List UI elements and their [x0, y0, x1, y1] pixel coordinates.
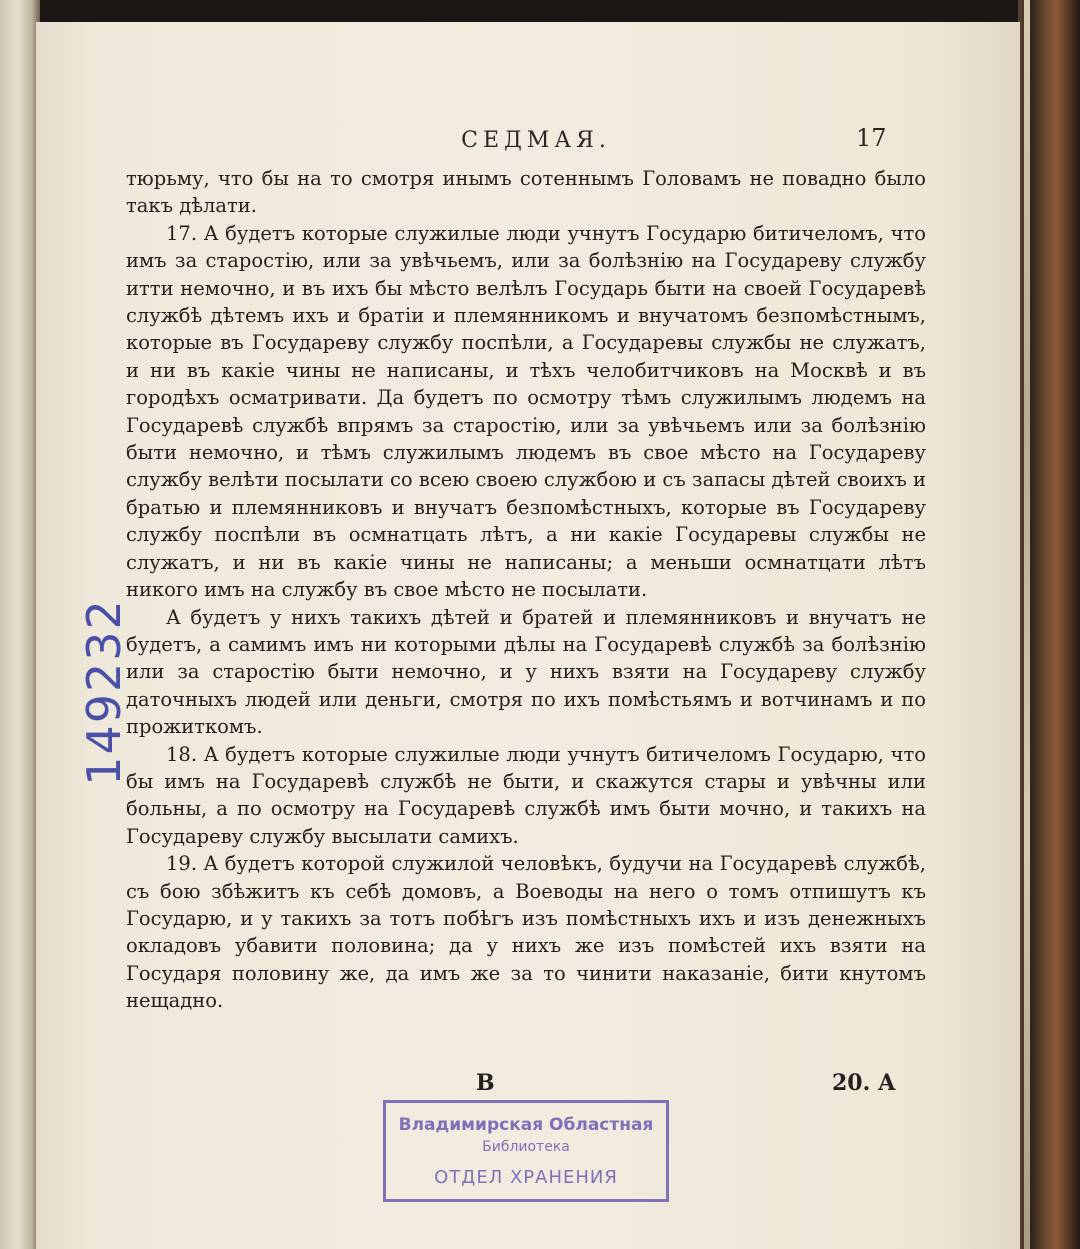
catchword: 20. А	[832, 1070, 896, 1096]
book-binding	[1018, 0, 1080, 1249]
stamp-department: ОТДЕЛ ХРАНЕНИЯ	[434, 1167, 618, 1188]
paragraph: А будетъ у нихъ такихъ дѣтей и братей и племянниковъ и внучатъ не будетъ, а самимъ имъ ни которыми дѣлы на Государевѣ службѣ за болѣзнію или за старостію быти немочно, и у нихъ взяти на Государеву службу даточныхъ людей или деньги, смотря по ихъ помѣстьямъ и вотчинамъ и по прожиткомъ.	[126, 605, 926, 739]
library-stamp	[383, 1100, 669, 1202]
text-body	[126, 165, 926, 1015]
inventory-number-text: 149232	[77, 598, 132, 786]
paragraph: тюрьму, что бы на то смотря инымъ сотеннымъ Головамъ не повадно было такъ дѣлати.	[126, 167, 926, 218]
paragraph-article-17: 17. А будетъ которые служилые люди учнутъ Государю битичеломъ, что имъ за старостію, или за увѣчьемъ, или за болѣзнію на Государеву службу итти немочно, и въ ихъ бы мѣсто велѣлъ Государь быти на своей Государевѣ службѣ дѣтемъ ихъ и братіи и племянникомъ и внучатомъ безпомѣстнымъ, которые въ Государеву службу поспѣли, а Государевы службы не служатъ, и ни въ какіе чины не написаны, и тѣхъ челобитчиковъ на Москвѣ и въ городѣхъ осматривати. Да будетъ по осмотру тѣмъ служилымъ людемъ на Государевѣ службѣ впрямъ за старостію, или за увѣчьемъ или за болѣзнію быти немочно, и тѣмъ служилымъ людемъ въ свое мѣсто на Государеву службу велѣти посылати со всею своею службою и съ запасы дѣтей своихъ и братью и племянниковъ и внучатъ безпомѣстныхъ, которые въ Государеву службу поспѣли въ осмнатцать лѣтъ, а ни какіе Государевы службы не служатъ, и ни въ какіе чины не написаны; а меньши осмнатцати лѣтъ никого имъ на службу въ свое мѣсто не посылати.	[126, 221, 926, 602]
page-footer	[36, 1070, 1020, 1100]
left-page-edge	[0, 0, 40, 1249]
stamp-library-type: Библиотека	[482, 1139, 570, 1155]
stamp-library-name: Владимирская Областная	[398, 1115, 654, 1135]
paragraph-article-19: 19. А будетъ которой служилой человѣкъ, будучи на Государевѣ службѣ, съ бою збѣжитъ къ себѣ домовъ, а Воеводы на него о томъ отпишутъ къ Государю, и у такихъ за тотъ побѣгъ изъ помѣстныхъ ихъ и изъ денежныхъ окладовъ убавити половина; да у нихъ же изъ помѣстей ихъ взяти на Государя половину же, да имъ же за то чинити наказаніе, бити кнутомъ нещадно.	[126, 852, 926, 1013]
signature-mark: В	[476, 1070, 495, 1096]
book-page	[36, 22, 1020, 1249]
page-number: 17	[856, 124, 887, 152]
running-title: СЕДМАЯ.	[461, 128, 611, 153]
paragraph-article-18: 18. А будетъ которые служилые люди учнутъ битичеломъ Государю, что бы имъ на Государевѣ службѣ не быти, и скажутся стары и увѣчны или больны, а по осмотру на Государевѣ службѣ имъ быти мочно, и такихъ на Государеву службу высылати самихъ.	[126, 742, 926, 848]
page-header	[36, 122, 1020, 162]
handwritten-inventory-number	[74, 592, 134, 792]
